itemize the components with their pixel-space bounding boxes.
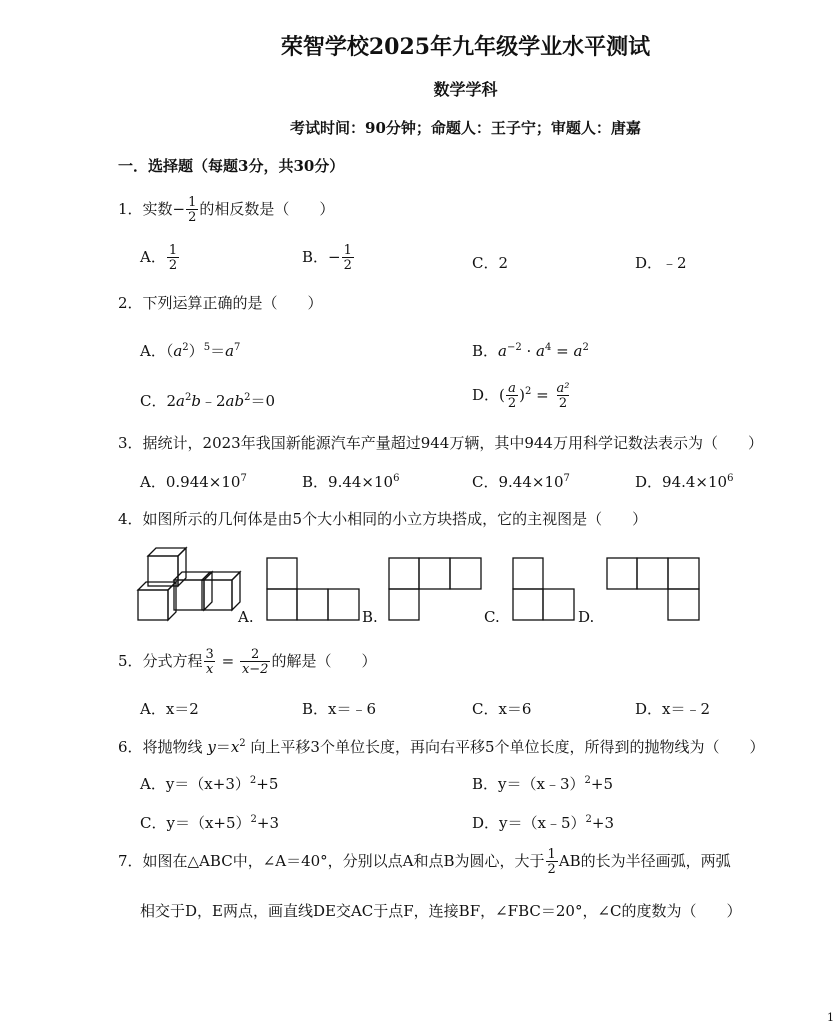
q1-stem-prefix: 1．实数− <box>118 200 186 218</box>
question-1-stem <box>118 196 334 224</box>
q6-sup: 2 <box>239 738 246 749</box>
q2-b-eq: = <box>551 342 574 360</box>
q6-eq: ＝ <box>215 738 231 756</box>
q5-fraction-left <box>204 648 216 676</box>
q3-d-text: D．94.4×10 <box>635 473 728 491</box>
q2-b-var1: a <box>498 342 507 360</box>
q2-c-var-b: b <box>191 392 201 410</box>
q7-frac-den: 2 <box>547 862 556 877</box>
q5-eq: = <box>216 652 239 670</box>
q7-fraction <box>546 848 558 876</box>
q6-b-sup: 2 <box>584 775 591 786</box>
q5-stem-prefix: 5．分式方程 <box>118 652 203 670</box>
q3-option-b[interactable] <box>302 471 399 492</box>
q2-b-dot: · <box>521 342 537 360</box>
exam-info: 考试时间：90分钟；命题人：王子宁；审题人：唐嘉 <box>290 119 641 137</box>
q3-option-d[interactable] <box>635 471 733 492</box>
q1-a-den: 2 <box>168 258 178 273</box>
q5-f1-den: x <box>206 662 214 677</box>
q6-var-x: x <box>230 738 240 756</box>
q2-c-sup2: 2 <box>244 392 251 403</box>
q5-f2-num: 2 <box>251 647 260 662</box>
q1-a-num: 1 <box>168 243 178 258</box>
q3-option-a[interactable] <box>140 471 247 492</box>
q1-fraction <box>186 196 198 224</box>
q6-b-text: B．y＝（x﹣3） <box>472 775 585 793</box>
q3-a-sup: 7 <box>240 473 247 484</box>
page-number: 1 <box>827 1011 834 1024</box>
question-3-stem: 3．据统计，2023年我国新能源汽车产量超过944万辆，其中944万用科学记数法表示为（ ） <box>118 434 763 452</box>
q2-d-den1: 2 <box>507 396 517 411</box>
q7-line1-prefix: 7．如图在△ABC中，∠A＝40°，分别以点A和点B为圆心，大于 <box>118 852 545 870</box>
q2-option-a[interactable] <box>140 340 240 361</box>
q4-option-c-figure[interactable] <box>512 557 577 621</box>
q1-b-num: 1 <box>343 243 352 258</box>
q6-stem-suffix: 向上平移3个单位长度，再向右平移5个单位长度，所得到的抛物线为（ ） <box>245 738 765 756</box>
q4-option-a-figure[interactable] <box>266 557 361 621</box>
q5-f1-num: 3 <box>205 647 214 662</box>
q4-option-d-figure[interactable] <box>606 557 701 621</box>
q3-c-text: C．9.44×10 <box>472 473 564 491</box>
q1-option-b[interactable] <box>302 244 355 272</box>
question-6-stem <box>118 736 765 757</box>
q5-option-c[interactable]: C．x＝6 <box>472 700 532 718</box>
q2-d-num1: a <box>508 381 516 396</box>
q1-stem-suffix: 的相反数是（ ） <box>199 200 335 218</box>
exam-subject: 数学学科 <box>433 80 498 99</box>
q6-b-end: +5 <box>590 775 614 793</box>
q5-option-d[interactable]: D．x＝﹣2 <box>635 700 711 718</box>
q3-a-text: A．0.944×10 <box>140 473 241 491</box>
q2-d-close: ) <box>519 386 526 404</box>
q1-b-label: B．− <box>302 248 341 266</box>
q5-fraction-right <box>240 648 271 676</box>
q2-a-mid: ） <box>188 342 204 360</box>
q2-b-label: B． <box>472 342 499 360</box>
section-heading: 一．选择题（每题3分，共30分） <box>118 157 345 175</box>
q5-f2-den: x−2 <box>241 662 269 677</box>
question-7-line-1 <box>118 848 731 876</box>
q2-b-sup1: −2 <box>506 342 522 353</box>
q6-a-text: A．y＝（x+3） <box>140 775 250 793</box>
q6-stem-prefix: 6．将抛物线 <box>118 738 208 756</box>
q2-option-c[interactable] <box>140 390 275 411</box>
q2-a-sup2: 5 <box>203 342 211 353</box>
q2-a-sup3: 7 <box>234 342 241 353</box>
q1-b-den: 2 <box>343 258 352 273</box>
q2-d-num2: a² <box>556 381 570 396</box>
q2-b-var3: a <box>573 342 583 360</box>
q1-frac-num: 1 <box>188 195 197 210</box>
q2-b-var2: a <box>536 342 545 360</box>
q5-option-b[interactable]: B．x＝﹣6 <box>302 700 377 718</box>
q4-option-c-label[interactable]: C. <box>484 608 500 626</box>
cube-bottom-left <box>138 582 176 620</box>
q6-a-end: +5 <box>256 775 279 793</box>
q2-d-fraction1 <box>506 382 518 410</box>
q2-option-d[interactable] <box>472 382 572 410</box>
q2-c-end: ＝0 <box>250 392 275 410</box>
q1-a-label: A． <box>140 248 166 266</box>
q6-var-y: y <box>207 738 216 756</box>
q2-c-label: C．2 <box>140 392 177 410</box>
q2-a-eq: ＝ <box>210 342 226 360</box>
q6-d-text: D．y＝（x﹣5） <box>472 814 586 832</box>
question-5-stem <box>118 648 376 676</box>
exam-title: 荣智学校2025年九年级学业水平测试 <box>280 34 651 60</box>
question-7-line-2: 相交于D，E两点，画直线DE交AC于点F，连接BF，∠FBC＝20°，∠C的度数为（ ） <box>140 902 742 920</box>
q6-c-end: +3 <box>256 814 280 832</box>
q7-line1-suffix: AB的长为半径画弧，两弧 <box>558 852 731 870</box>
q2-d-label: D．( <box>472 386 505 404</box>
q2-d-den2: 2 <box>558 396 568 411</box>
q6-c-text: C．y＝（x+5） <box>140 814 251 832</box>
question-4-stem: 4．如图所示的几何体是由5个大小相同的小立方块搭成，它的主视图是（ ） <box>118 510 648 528</box>
q2-c-var-ab: ab <box>225 392 245 410</box>
q6-d-sup: 2 <box>585 814 592 825</box>
q1-option-a[interactable] <box>140 244 180 272</box>
q2-d-eq: = <box>531 386 554 404</box>
q6-option-b[interactable] <box>472 773 613 794</box>
q6-option-a[interactable] <box>140 773 278 794</box>
q4-option-a-label[interactable]: A. <box>238 608 254 626</box>
cube-right <box>202 572 240 610</box>
q3-c-sup: 7 <box>563 473 570 484</box>
q3-d-sup: 6 <box>727 473 734 484</box>
q6-option-c[interactable] <box>140 812 279 833</box>
q2-a-var2: a <box>225 342 235 360</box>
cube-middle <box>174 572 212 610</box>
q1-b-fraction <box>342 244 354 272</box>
q6-a-sup: 2 <box>249 775 257 786</box>
q1-frac-den: 2 <box>188 210 197 225</box>
q2-c-var-a: a <box>176 392 185 410</box>
q2-c-mid: ﹣2 <box>200 392 226 410</box>
q2-d-sup: 2 <box>525 386 532 397</box>
q2-a-label: A．（ <box>140 342 174 360</box>
q1-a-fraction <box>167 244 179 272</box>
q4-option-b-label[interactable]: B. <box>362 608 378 626</box>
q4-option-b-figure[interactable] <box>388 557 483 621</box>
q3-b-text: B．9.44×10 <box>302 473 394 491</box>
q2-c-sup1: 2 <box>184 392 192 403</box>
q5-option-a[interactable]: A．x＝2 <box>140 700 199 718</box>
q5-stem-suffix: 的解是（ ） <box>271 652 377 670</box>
q2-d-fraction2 <box>555 382 572 410</box>
q4-option-d-label[interactable]: D. <box>578 608 595 626</box>
q4-solid-figure <box>134 542 244 624</box>
q2-b-sup2: 4 <box>545 342 552 353</box>
q6-d-end: +3 <box>591 814 615 832</box>
q6-c-sup: 2 <box>250 814 257 825</box>
q2-a-sup1: 2 <box>182 342 189 353</box>
q1-option-c[interactable]: C．2 <box>472 254 509 272</box>
q1-option-d[interactable]: D．﹣2 <box>635 254 687 272</box>
q3-b-sup: 6 <box>393 473 400 484</box>
q3-option-c[interactable] <box>472 471 570 492</box>
question-2-stem: 2．下列运算正确的是（ ） <box>118 294 323 312</box>
q6-option-d[interactable] <box>472 812 614 833</box>
q7-frac-num: 1 <box>547 847 556 862</box>
q2-option-b[interactable] <box>472 340 589 361</box>
q2-b-sup3: 2 <box>582 342 589 353</box>
q2-a-var: a <box>173 342 183 360</box>
